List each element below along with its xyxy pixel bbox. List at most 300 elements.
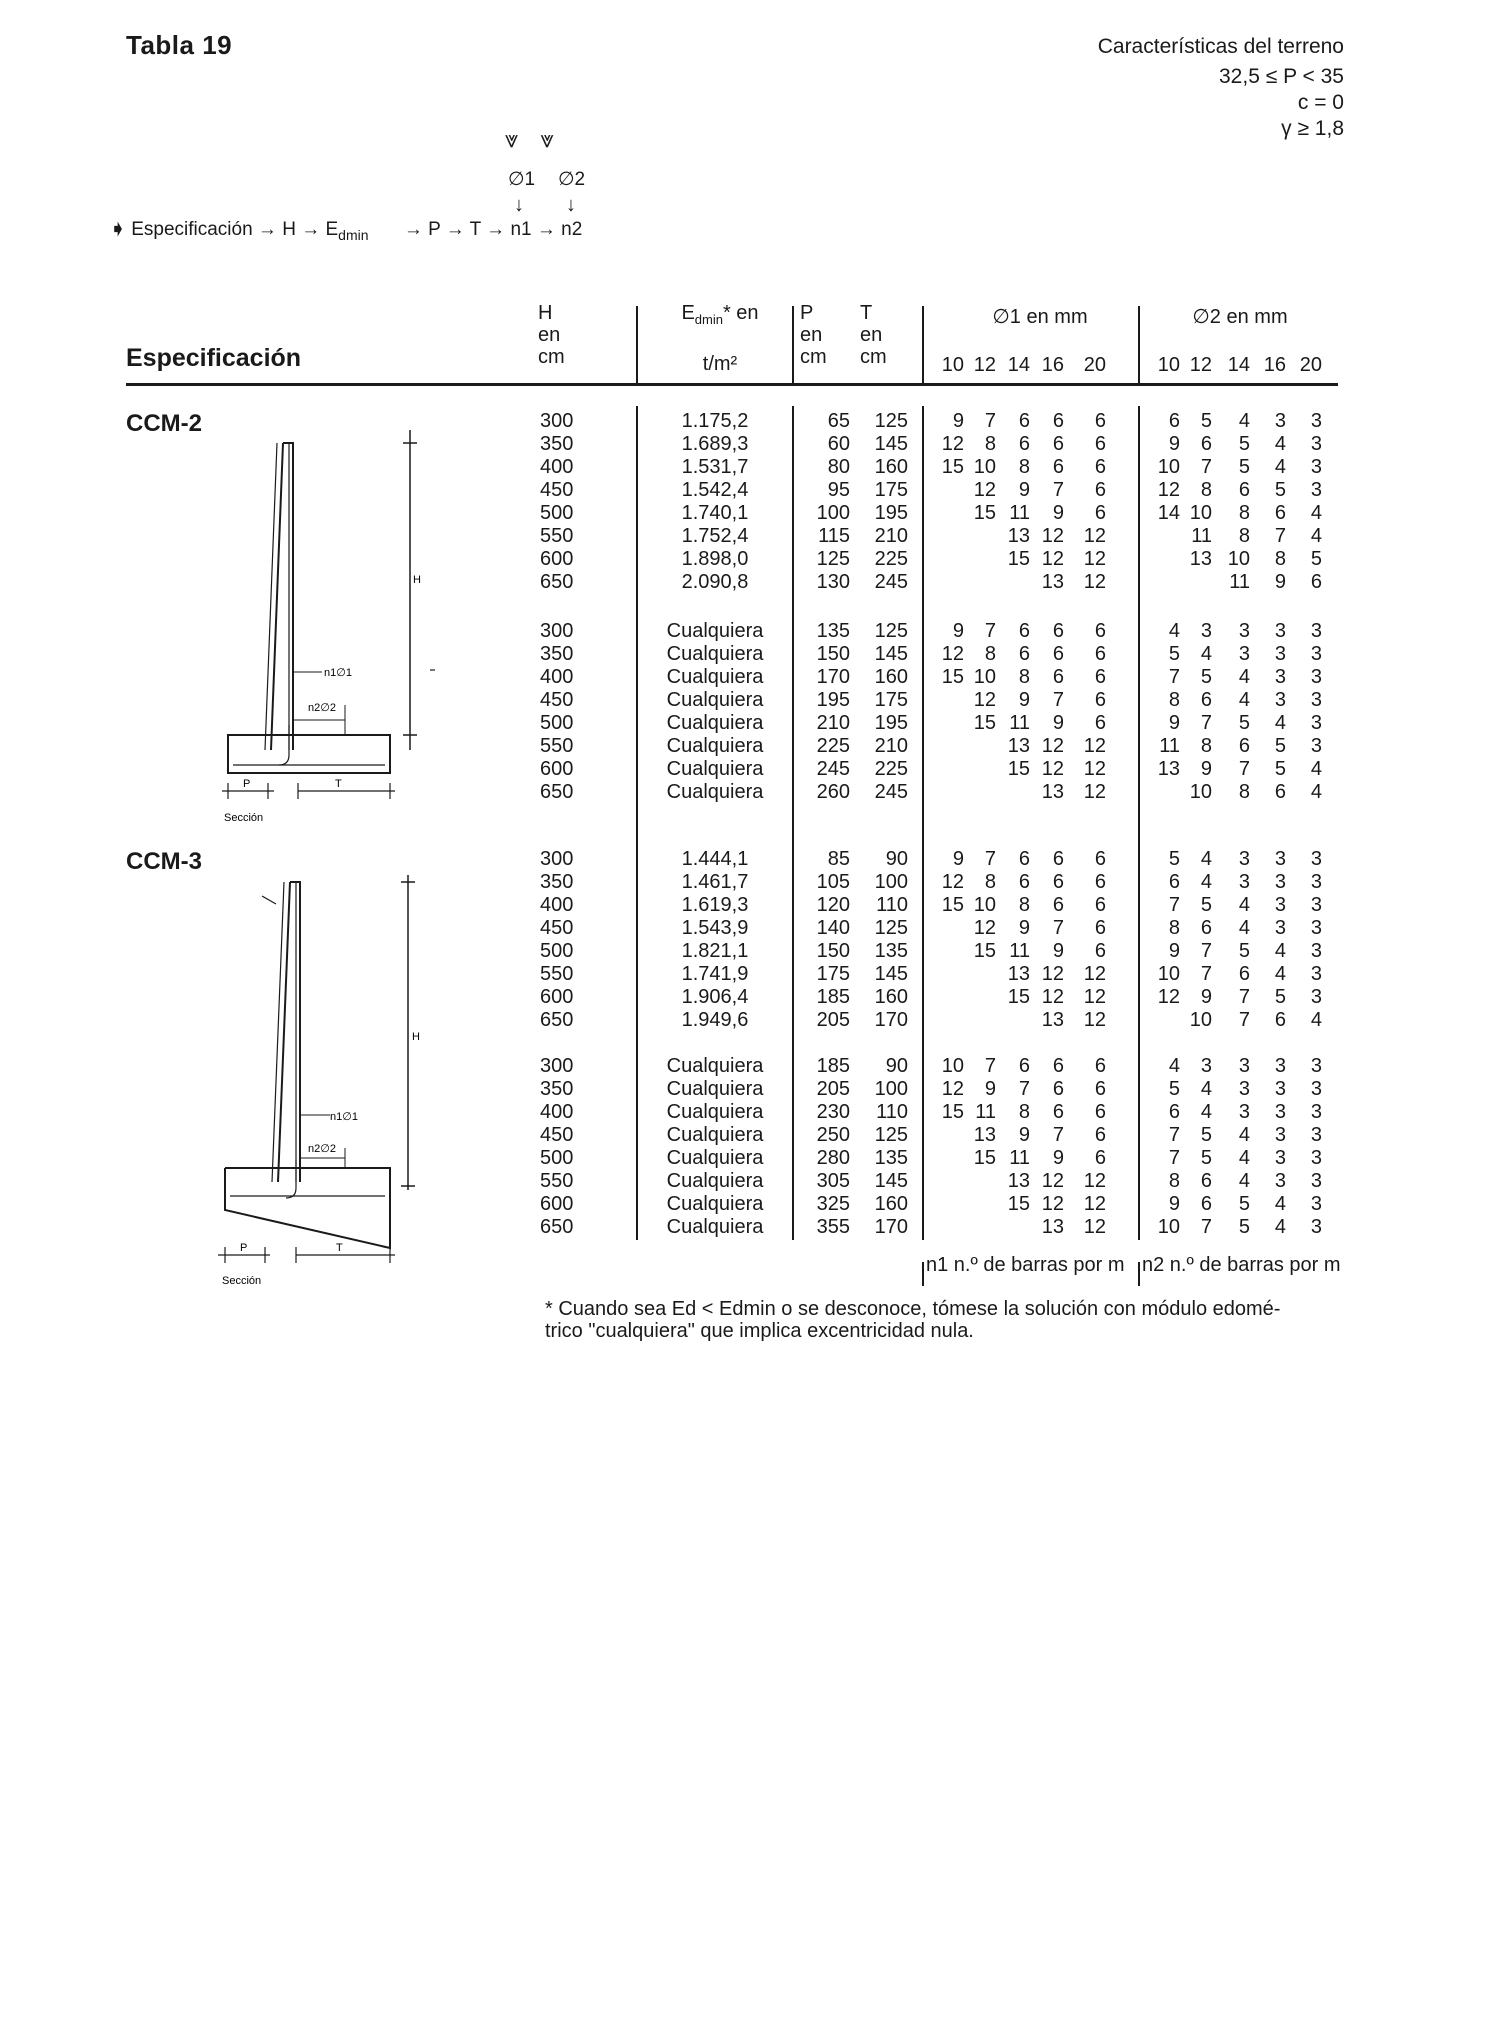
cell-n1: 6 [1052,894,1064,916]
cell-n1: 6 [1094,479,1106,501]
cell-n1: 6 [1018,410,1030,432]
cell-edmin: Cualquiera [666,1216,764,1238]
terrain-line: γ ≥ 1,8 [1281,117,1344,140]
cell-n1: 9 [1052,940,1064,962]
cell-n1: 12 [1083,571,1106,593]
diameter-header: 12 [1189,354,1212,376]
cell-n1: 6 [1094,871,1106,893]
wall-section-diagram-ccm3 [150,870,450,1290]
cell-n1: 6 [1094,1078,1106,1100]
cell-p: 305 [816,1170,850,1192]
cell-n1: 6 [1094,433,1106,455]
col-header-edmin [660,302,780,375]
down-arrow-icon: ↓ [514,194,524,216]
cell-n1: 9 [952,620,964,642]
diameter-header: 12 [973,354,996,376]
cell-n1: 9 [1052,712,1064,734]
cell-n1: 8 [1018,1101,1030,1123]
cell-n1: 6 [1052,410,1064,432]
cell-h: 350 [540,433,574,455]
cell-n2: 3 [1310,666,1322,688]
cell-n2: 5 [1168,848,1180,870]
cell-n2: 3 [1310,689,1322,711]
cell-n2: 8 [1238,502,1250,524]
cell-n2: 3 [1274,871,1286,893]
cell-h: 400 [540,456,574,478]
cell-n2: 9 [1168,1193,1180,1215]
cell-edmin: Cualquiera [666,1078,764,1100]
cell-n1: 12 [973,917,996,939]
cell-t: 160 [874,666,908,688]
cell-edmin: 1.542,4 [681,479,749,501]
cell-n1: 10 [973,666,996,688]
diagram-label-seccion: Sección [222,1275,262,1287]
cell-h: 650 [540,1009,574,1031]
cell-n1: 15 [1007,986,1030,1008]
cell-edmin: 1.949,6 [681,1009,749,1031]
cell-n2: 3 [1238,1055,1250,1077]
cell-edmin: Cualquiera [666,620,764,642]
diagram-label-h: H [412,1031,420,1043]
cell-n1: 7 [1018,1078,1030,1100]
cell-n2: 3 [1310,1147,1322,1169]
cell-edmin: 1.906,4 [681,986,749,1008]
cell-p: 260 [816,781,850,803]
cell-n2: 3 [1274,848,1286,870]
cell-t: 135 [874,940,908,962]
specification-header: Especificación [126,344,302,372]
cell-n2: 10 [1189,781,1212,803]
col-header-edmin-unit: t/m² [702,353,738,375]
diameter-header: 20 [1299,354,1322,376]
cell-n2: 4 [1238,666,1250,688]
cell-n1: 12 [941,433,964,455]
cell-t: 245 [874,781,908,803]
cell-n2: 11 [1229,571,1250,593]
terrain-line: c = 0 [1297,91,1344,114]
cell-t: 125 [874,410,908,432]
cell-n2: 4 [1274,433,1286,455]
diagram-label-n1: n1∅1 [330,1111,358,1123]
cell-n2: 3 [1310,620,1322,642]
cell-n2: 3 [1310,1216,1322,1238]
cell-edmin: 2.090,8 [681,571,749,593]
cell-n1: 8 [1018,666,1030,688]
cell-n1: 12 [1041,758,1064,780]
cell-n1: 7 [1052,479,1064,501]
cell-t: 145 [874,963,908,985]
cell-h: 450 [540,689,574,711]
cell-p: 130 [816,571,850,593]
cell-edmin: 1.740,1 [681,502,749,524]
cell-edmin: Cualquiera [666,1124,764,1146]
cell-n2: 10 [1157,963,1180,985]
cell-n2: 4 [1310,781,1322,803]
cell-h: 500 [540,1147,574,1169]
cell-h: 550 [540,525,574,547]
cell-h: 500 [540,712,574,734]
cell-n2: 3 [1238,871,1250,893]
diameter-header: 16 [1263,354,1286,376]
cell-h: 600 [540,986,574,1008]
footnote-line: trico "cualquiera" que implica excentricidad nula. [545,1320,974,1342]
cell-n1: 6 [1094,917,1106,939]
cell-n1: 6 [1052,456,1064,478]
cell-n1: 8 [984,871,996,893]
cell-edmin: Cualquiera [666,666,764,688]
cell-p: 205 [816,1078,850,1100]
cell-n1: 11 [1009,712,1030,734]
cell-n2: 3 [1274,1078,1286,1100]
cell-n1: 12 [1041,525,1064,547]
specification-flow [110,118,650,243]
diagram-label-n1: n1∅1 [324,667,352,679]
cell-p: 150 [816,643,850,665]
cell-t: 225 [874,758,908,780]
cell-n1: 12 [1083,1193,1106,1215]
cell-p: 250 [816,1124,850,1146]
cell-n2: 6 [1200,1170,1212,1192]
footnote [545,1298,1345,1342]
cell-n2: 9 [1168,712,1180,734]
cell-n1: 12 [1083,1170,1106,1192]
cell-n2: 3 [1274,410,1286,432]
cell-n1: 13 [1007,735,1030,757]
cell-n2: 5 [1238,433,1250,455]
cell-n2: 3 [1310,894,1322,916]
cell-n2: 3 [1238,643,1250,665]
cell-t: 100 [874,1078,908,1100]
cell-h: 600 [540,758,574,780]
cell-n1: 12 [1083,781,1106,803]
cell-t: 195 [874,712,908,734]
cell-n1: 12 [973,689,996,711]
cell-p: 120 [816,894,850,916]
cell-n2: 4 [1274,1193,1286,1215]
cell-n2: 3 [1310,917,1322,939]
cell-n2: 4 [1310,525,1322,547]
cell-t: 135 [874,1147,908,1169]
n1-note: n1 n.º de barras por m [926,1254,1125,1276]
cell-n2: 3 [1274,1055,1286,1077]
cell-t: 175 [874,479,908,501]
cell-n2: 5 [1238,940,1250,962]
cell-n1: 6 [1018,871,1030,893]
cell-n2: 12 [1157,479,1180,501]
terrain-heading: Características del terreno [1097,35,1344,58]
cell-n2: 5 [1238,1193,1250,1215]
cell-n1: 13 [973,1124,996,1146]
cell-h: 400 [540,1101,574,1123]
cell-h: 450 [540,479,574,501]
cell-n1: 12 [1083,963,1106,985]
cell-h: 500 [540,502,574,524]
cell-n2: 10 [1157,456,1180,478]
cell-t: 160 [874,986,908,1008]
diagram-label-n2: n2∅2 [308,702,336,714]
cell-h: 300 [540,410,574,432]
cell-n2: 8 [1274,548,1286,570]
cell-n2: 6 [1274,781,1286,803]
cell-n1: 12 [1083,986,1106,1008]
cell-n1: 9 [1018,1124,1030,1146]
column-divider [636,306,638,384]
diagram-label-h: H [413,574,421,586]
cell-p: 150 [816,940,850,962]
cell-p: 230 [816,1101,850,1123]
cell-n2: 7 [1238,1009,1250,1031]
cell-n1: 12 [1041,548,1064,570]
cell-h: 450 [540,1124,574,1146]
cell-t: 170 [874,1009,908,1031]
cell-n1: 6 [1094,502,1106,524]
cell-n1: 9 [1052,502,1064,524]
cell-n2: 5 [1168,643,1180,665]
cell-n2: 5 [1200,894,1212,916]
cell-t: 160 [874,456,908,478]
cell-n2: 4 [1274,456,1286,478]
cell-h: 400 [540,894,574,916]
cell-n1: 11 [975,1101,996,1123]
cell-n2: 3 [1310,848,1322,870]
cell-n2: 5 [1238,456,1250,478]
cell-t: 145 [874,433,908,455]
cell-n1: 15 [973,502,996,524]
column-divider [922,306,924,384]
cell-n2: 4 [1200,1078,1212,1100]
cell-n1: 15 [941,456,964,478]
wall-section-diagram-ccm2 [150,425,450,825]
cell-t: 145 [874,643,908,665]
cell-n1: 6 [1052,1055,1064,1077]
cell-t: 125 [874,1124,908,1146]
section-label-ccm3: CCM-3 [126,848,202,875]
cell-n1: 12 [1083,548,1106,570]
cell-n2: 7 [1200,1216,1212,1238]
cell-n2: 4 [1238,917,1250,939]
diameter-header: 14 [1007,354,1030,376]
cell-n2: 6 [1238,735,1250,757]
cell-n2: 6 [1274,502,1286,524]
page-title: Tabla 19 [126,30,233,60]
phi2-symbol: ∅2 [558,169,586,190]
cell-n2: 4 [1274,963,1286,985]
cell-edmin: 1.752,4 [681,525,749,547]
cell-n2: 7 [1200,456,1212,478]
cell-n2: 5 [1274,758,1286,780]
cell-n1: 15 [941,666,964,688]
cell-p: 115 [818,525,850,547]
col-header-p [800,302,850,368]
cell-n2: 9 [1168,433,1180,455]
cell-p: 65 [827,410,850,432]
cell-t: 245 [874,571,908,593]
cell-edmin: 1.821,1 [681,940,749,962]
cell-n2: 9 [1168,940,1180,962]
cell-n2: 3 [1310,433,1322,455]
cell-n1: 6 [1052,1078,1064,1100]
cell-n2: 3 [1274,1170,1286,1192]
flow-chain [110,218,582,243]
cell-n1: 6 [1094,666,1106,688]
cell-t: 160 [874,1193,908,1215]
cell-n2: 8 [1168,1170,1180,1192]
col-header-phi2: ∅2 en mm [1192,306,1288,328]
cell-n1: 15 [973,1147,996,1169]
cell-n2: 3 [1310,1101,1322,1123]
cell-n1: 8 [1018,456,1030,478]
cell-p: 100 [816,502,850,524]
cell-n2: 3 [1310,940,1322,962]
cell-n2: 6 [1238,963,1250,985]
diameter-header: 14 [1227,354,1250,376]
cell-p: 80 [827,456,850,478]
cell-n2: 10 [1157,1216,1180,1238]
cell-p: 185 [816,986,850,1008]
cell-n1: 6 [1094,689,1106,711]
cell-n2: 8 [1200,735,1212,757]
cell-n2: 6 [1168,871,1180,893]
cell-n2: 3 [1200,620,1212,642]
phi1-symbol: ∅1 [508,169,536,190]
flow-chain-start: Especificación → H → E [131,219,339,240]
cell-h: 300 [540,848,574,870]
cell-t: 170 [874,1216,908,1238]
cell-n2: 10 [1189,502,1212,524]
cell-n2: 11 [1159,735,1180,757]
col-header-line: en [800,324,823,346]
cell-n2: 5 [1168,1078,1180,1100]
section-label-ccm2: CCM-2 [126,410,202,437]
cell-edmin: Cualquiera [666,1147,764,1169]
cell-n2: 3 [1310,456,1322,478]
col-header-h [538,302,588,368]
cell-n2: 3 [1310,735,1322,757]
cell-n2: 3 [1310,1055,1322,1077]
cell-n2: 3 [1238,848,1250,870]
diagram-label-seccion: Sección [224,812,264,824]
cell-n2: 6 [1168,410,1180,432]
n2-note: n2 n.º de barras por m [1142,1254,1341,1276]
cell-n2: 8 [1168,917,1180,939]
cell-n1: 6 [1094,940,1106,962]
diagram-label-n2: n2∅2 [308,1143,336,1155]
cell-n1: 7 [984,848,996,870]
cell-n2: 5 [1310,548,1322,570]
cell-n2: 9 [1200,986,1212,1008]
cell-n1: 12 [941,1078,964,1100]
cell-n2: 5 [1238,712,1250,734]
cell-n1: 6 [1094,410,1106,432]
cell-t: 125 [874,917,908,939]
cell-n2: 3 [1310,1193,1322,1215]
col-header-line: cm [800,346,827,368]
cell-n1: 6 [1052,643,1064,665]
cell-n1: 13 [1041,1216,1064,1238]
footnote-line: * Cuando sea Ed < Edmin o se desconoce, tómese la solución con módulo edomé- [545,1298,1281,1320]
cell-edmin: 1.898,0 [681,548,749,570]
cell-n2: 5 [1274,735,1286,757]
cell-n2: 7 [1238,758,1250,780]
cell-n1: 10 [973,456,996,478]
cell-n2: 7 [1274,525,1286,547]
cell-n2: 8 [1200,479,1212,501]
cell-n1: 6 [1052,433,1064,455]
cell-n1: 12 [1041,735,1064,757]
cell-n1: 9 [952,410,964,432]
diagram-label-p: P [240,1242,248,1254]
cell-n1: 12 [973,479,996,501]
cell-n2: 3 [1274,894,1286,916]
col-header-line: P [800,302,814,324]
double-chevron-icon: ⩔⩔ [505,126,577,153]
cell-n1: 6 [1094,848,1106,870]
cell-h: 300 [540,620,574,642]
cell-n1: 6 [1018,848,1030,870]
cell-n2: 5 [1200,1124,1212,1146]
cell-n1: 11 [1009,1147,1030,1169]
diagram-label-p: P [243,778,251,790]
cell-n1: 7 [984,620,996,642]
cell-n2: 8 [1238,781,1250,803]
col-header-line: T [860,302,873,324]
cell-n2: 5 [1200,410,1212,432]
cell-h: 350 [540,871,574,893]
cell-edmin: Cualquiera [666,1101,764,1123]
cell-n2: 3 [1310,1078,1322,1100]
cell-n1: 6 [1094,1147,1106,1169]
cell-n1: 15 [973,712,996,734]
cell-n1: 12 [1083,735,1106,757]
flow-chain-end: → P → T → n1 → n2 [403,219,583,240]
cell-n2: 4 [1238,1147,1250,1169]
cell-n1: 6 [1094,643,1106,665]
cell-n1: 9 [1018,917,1030,939]
cell-n1: 7 [984,1055,996,1077]
cell-n2: 4 [1310,758,1322,780]
cell-edmin: Cualquiera [666,1055,764,1077]
cell-n2: 3 [1310,986,1322,1008]
cell-n1: 12 [941,643,964,665]
col-header-edmin-tail: * en [722,302,759,324]
cell-n2: 12 [1157,986,1180,1008]
cell-n2: 3 [1310,712,1322,734]
cell-edmin: 1.543,9 [681,917,749,939]
cell-n1: 6 [1052,666,1064,688]
cell-edmin: 1.689,3 [681,433,749,455]
cell-n2: 3 [1274,1147,1286,1169]
cell-n1: 12 [1041,1193,1064,1215]
cell-n1: 8 [1018,894,1030,916]
diagram-label-t: T [336,1242,343,1254]
cell-edmin: Cualquiera [666,1170,764,1192]
cell-n2: 4 [1168,620,1180,642]
cell-n1: 6 [1094,1124,1106,1146]
table-row [0,848,1502,871]
cell-n1: 6 [1094,620,1106,642]
cell-p: 85 [827,848,850,870]
cell-n2: 10 [1189,1009,1212,1031]
cell-n2: 4 [1274,1216,1286,1238]
cell-n1: 13 [1007,963,1030,985]
cell-t: 225 [874,548,908,570]
cell-h: 650 [540,781,574,803]
cell-n2: 8 [1238,525,1250,547]
cell-n2: 6 [1310,571,1322,593]
cell-n1: 15 [973,940,996,962]
cell-n1: 15 [941,894,964,916]
cell-p: 195 [816,689,850,711]
